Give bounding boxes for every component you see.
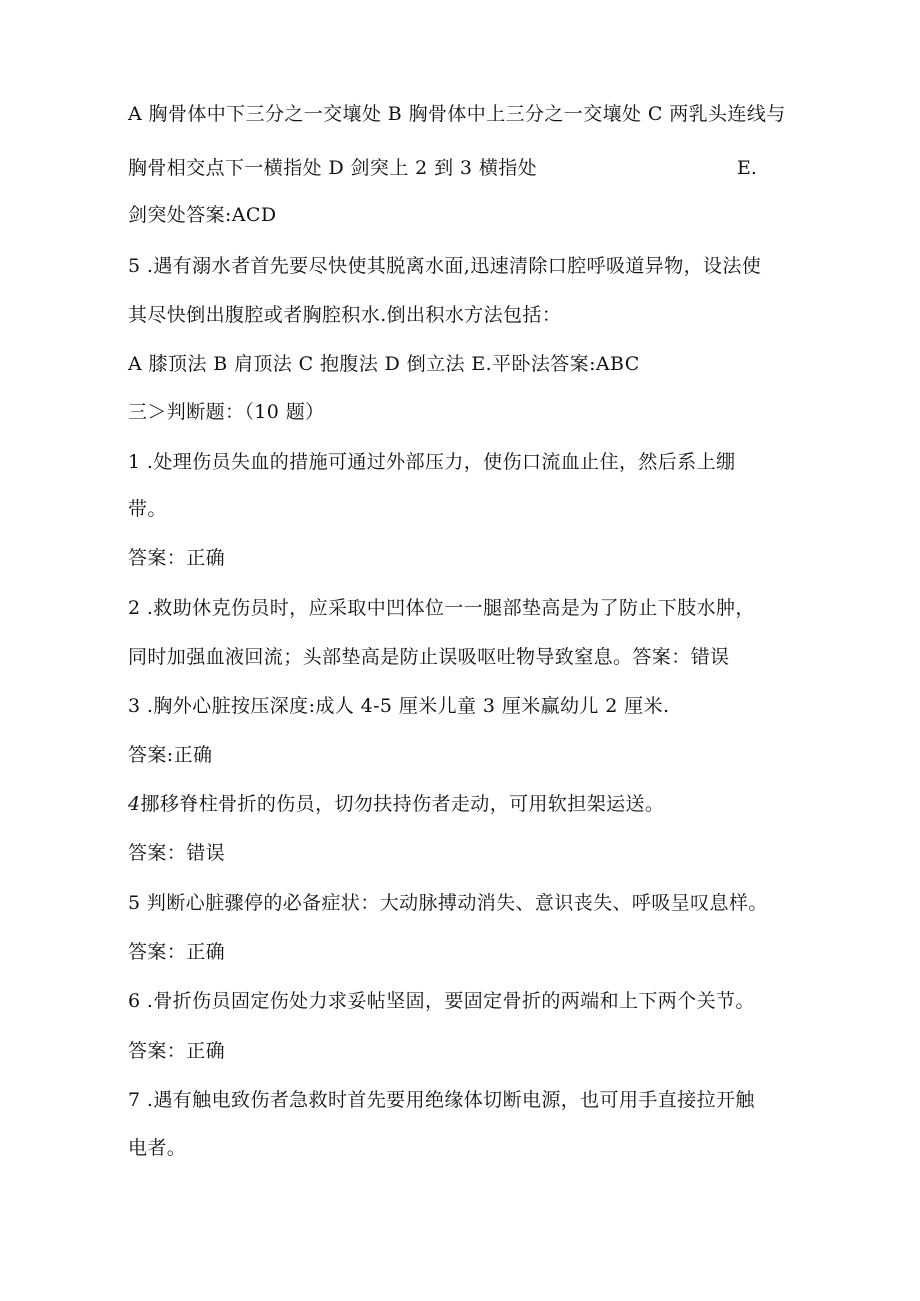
- text-line: 带。: [128, 498, 167, 520]
- answer-line: 答案：正确: [128, 941, 226, 963]
- section-heading: 三＞判断题：（10 题）: [128, 401, 325, 423]
- item-text: 挪移脊柱骨折的伤员，切勿扶持伤者走动，可用软担架运送。: [140, 793, 665, 815]
- answer-line: 答案：正确: [128, 547, 226, 569]
- text-line: 7 .遇有触电致伤者急救时首先要用绝缘体切断电源，也可用手直接拉开触: [128, 1089, 755, 1111]
- text-line: 5 .遇有溺水者首先要尽快使其脱离水面,迅速清除口腔呼吸道异物，设法使: [128, 255, 762, 277]
- text-line: A 膝顶法 B 肩顶法 C 抱腹法 D 倒立法 E.平卧法答案:ABC: [128, 353, 640, 375]
- text-line: 剑突处答案:ACD: [128, 204, 277, 226]
- text-line: A 胸骨体中下三分之一交壤处 B 胸骨体中上三分之一交壤处 C 两乳头连线与: [128, 103, 786, 125]
- item-number: 4: [128, 793, 141, 815]
- answer-line: 答案：正确: [128, 1040, 226, 1062]
- text-line: 6 .骨折伤员固定伤处力求妥帖坚固，要固定骨折的两端和上下两个关节。: [128, 990, 755, 1012]
- answer-line: 答案：错误: [128, 842, 226, 864]
- text-line: 同时加强血液回流；头部垫高是防止误吸呕吐物导致窒息。答案：错误: [128, 646, 730, 668]
- text-line: 2 .救助休克伤员时，应采取中凹体位一一腿部垫高是为了防止下肢水肿，: [128, 597, 755, 619]
- text-line: 其尽快倒出腹腔或者胸腔积水.倒出积水方法包括：: [128, 304, 562, 326]
- text-line: 1 .处理伤员失血的措施可通过外部压力，使伤口流血止住，然后系上绷: [128, 451, 736, 473]
- text-line: 胸骨相交点下一横指处 D 剑突上 2 到 3 横指处: [128, 157, 538, 179]
- option-e-label: E.: [737, 157, 757, 179]
- answer-line: 答案:正确: [128, 744, 213, 766]
- text-line: 5 判断心脏骤停的必备症状：大动脉搏动消失、意识丧失、呼吸呈叹息样。: [128, 892, 768, 914]
- text-line: 3 .胸外心脏按压深度:成人 4-5 厘米儿童 3 厘米赢幼儿 2 厘米.: [128, 695, 670, 717]
- text-line: [128, 792, 664, 816]
- text-line: 电者。: [128, 1137, 187, 1159]
